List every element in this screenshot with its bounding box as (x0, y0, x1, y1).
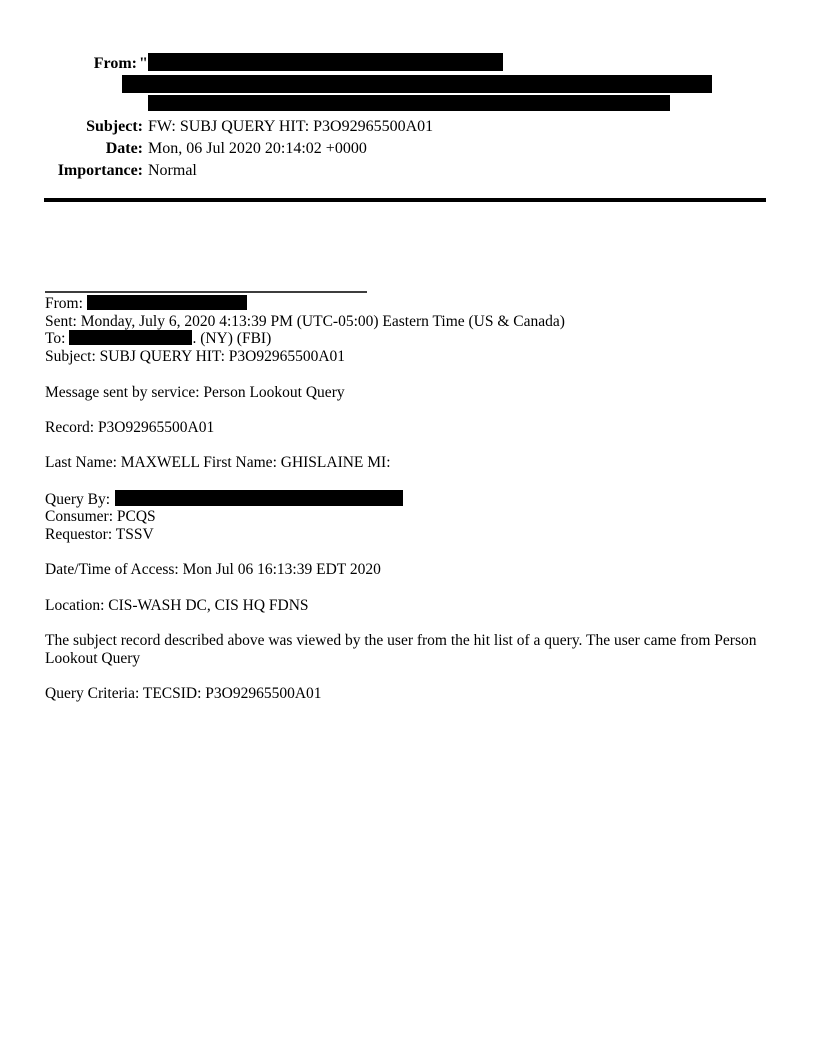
redaction-bar (122, 75, 712, 93)
spacer (45, 668, 772, 686)
header-date-label: Date: (105, 140, 143, 157)
header-importance-label: Importance: (57, 162, 143, 179)
spacer (45, 579, 772, 597)
redaction-bar (87, 295, 247, 310)
access-line: Date/Time of Access: Mon Jul 06 16:13:39 EDT 2020 (45, 561, 381, 579)
spacer (45, 472, 772, 490)
header-from-quote: " (139, 55, 148, 72)
fwd-subject-line: Subject: SUBJ QUERY HIT: P3O92965500A01 (45, 348, 346, 366)
redaction-bar (115, 490, 403, 506)
fwd-to-label: To: (45, 330, 66, 348)
header-separator-rule (44, 198, 766, 202)
record-line: Record: P3O92965500A01 (45, 418, 215, 436)
header-from-label: From: (93, 55, 137, 72)
spacer (45, 401, 772, 419)
header-importance-value: Normal (148, 162, 197, 179)
fwd-sent-line: Sent: Monday, July 6, 2020 4:13:39 PM (UTC-05:00) Eastern Time (US & Canada) (45, 312, 565, 330)
service-line: Message sent by service: Person Lookout Query (45, 383, 345, 401)
spacer (45, 544, 772, 562)
spacer (45, 366, 772, 384)
consumer-line: Consumer: PCQS (45, 508, 156, 526)
query-by-line (45, 490, 772, 509)
location-line: Location: CIS-WASH DC, CIS HQ FDNS (45, 596, 309, 614)
requestor-line: Requestor: TSSV (45, 526, 154, 544)
redaction-bar (148, 95, 670, 111)
note-paragraph: The subject record described above was viewed by the user from the hit list of a query. The user came from Person Lookout Query (45, 632, 757, 667)
spacer (45, 437, 772, 455)
message-body (45, 290, 772, 703)
name-line: Last Name: MAXWELL First Name: GHISLAINE MI: (45, 454, 391, 472)
fwd-to-suffix: . (NY) (FBI) (192, 330, 272, 348)
forwarded-message-divider (45, 291, 367, 293)
header-subject-label: Subject: (86, 118, 143, 135)
spacer (45, 615, 772, 633)
criteria-line: Query Criteria: TECSID: P3O92965500A01 (45, 685, 322, 703)
fwd-from-line (45, 295, 772, 313)
query-by-label: Query By: (45, 490, 111, 508)
header-date-value: Mon, 06 Jul 2020 20:14:02 +0000 (148, 140, 367, 157)
redaction-bar (69, 330, 192, 345)
fwd-from-label: From: (45, 295, 83, 312)
header-subject-value: FW: SUBJ QUERY HIT: P3O92965500A01 (148, 118, 434, 135)
redaction-bar (148, 53, 503, 71)
fwd-to-line (45, 330, 772, 348)
